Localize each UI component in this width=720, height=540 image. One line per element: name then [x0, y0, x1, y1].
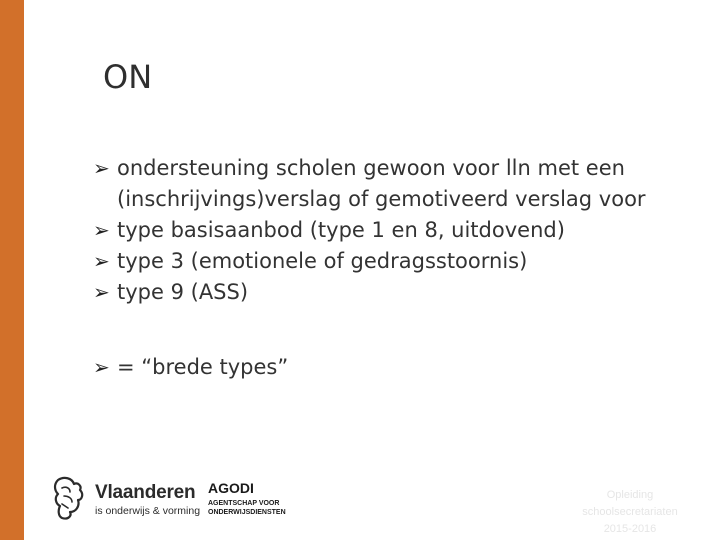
- agodi-subtitle: AGENTSCHAP VOOR ONDERWIJSDIENSTEN: [208, 500, 286, 516]
- bullet-item: [93, 246, 693, 277]
- bullet-item: [93, 277, 693, 308]
- vlaanderen-logo-text: Vlaanderen: [95, 482, 196, 503]
- footer-note: [580, 487, 680, 538]
- footer-note-line: 2015-2016: [603, 523, 657, 535]
- footer-note-line: schoolsecretariaten: [582, 506, 678, 518]
- arrow-bullet-icon: ➢: [93, 280, 110, 304]
- bullet-text: type basisaanbod (type 1 en 8, uitdovend): [117, 218, 565, 242]
- bullet-item: [93, 153, 693, 215]
- flemish-lion-icon: [50, 474, 90, 524]
- arrow-bullet-icon: ➢: [93, 355, 110, 379]
- vlaanderen-tagline: is onderwijs & vorming: [95, 505, 201, 517]
- bullet-item: [93, 352, 693, 383]
- arrow-bullet-icon: ➢: [93, 218, 110, 242]
- arrow-bullet-icon: ➢: [93, 249, 110, 273]
- bullet-list: [93, 153, 693, 383]
- bullet-text: ondersteuning scholen gewoon voor lln met een (inschrijvings)verslag of gemotiveerd verslag voor: [117, 156, 646, 211]
- bullet-text: type 9 (ASS): [117, 280, 249, 304]
- agodi-logo-text: AGODI: [208, 480, 254, 496]
- footer-note-line: Opleiding: [606, 489, 654, 501]
- accent-side-bar: [0, 0, 24, 540]
- bullet-text: type 3 (emotionele of gedragsstoornis): [117, 249, 528, 273]
- slide-title: ON: [103, 58, 153, 96]
- footer-logos: [48, 470, 298, 524]
- bullet-text: = “brede types”: [117, 355, 289, 379]
- bullet-item: [93, 215, 693, 246]
- arrow-bullet-icon: ➢: [93, 156, 110, 180]
